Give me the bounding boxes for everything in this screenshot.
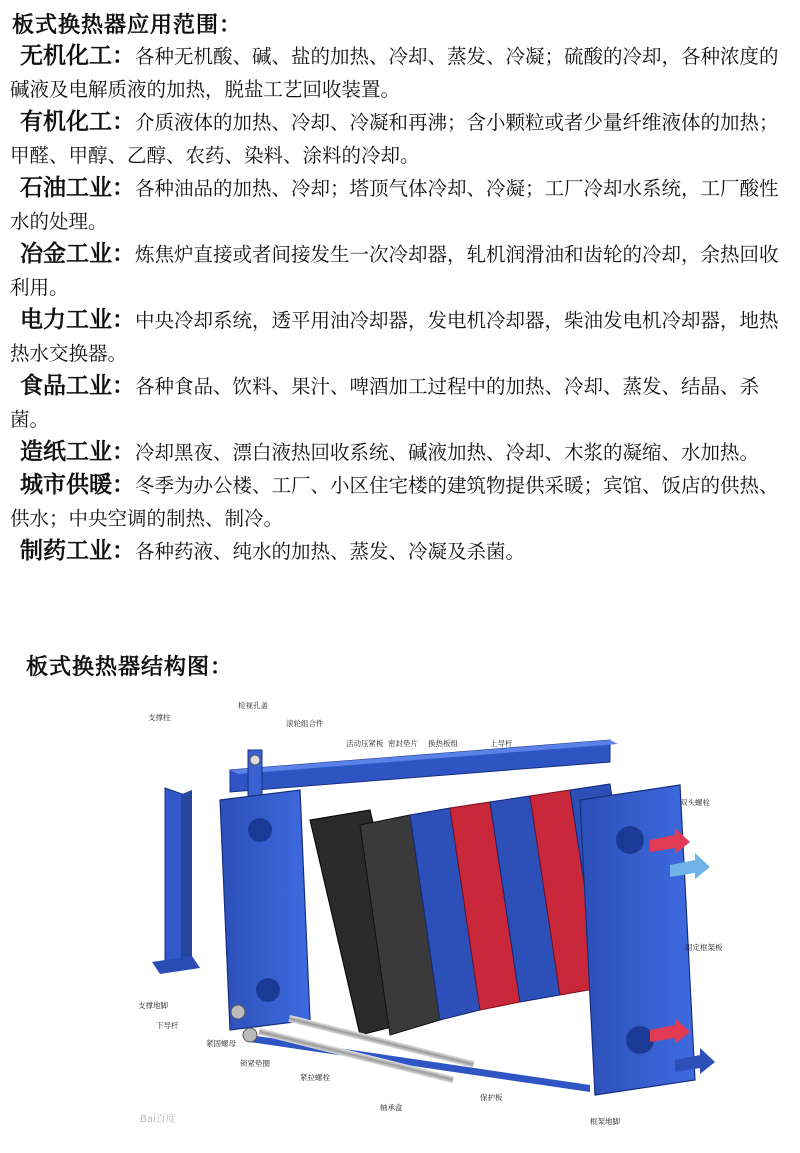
upper-guide-bar	[230, 740, 618, 792]
label-sight-hole-cover: 检视孔盖	[238, 701, 268, 710]
application-item	[10, 436, 792, 469]
category-label: 造纸工业：	[20, 439, 135, 465]
application-item	[10, 304, 792, 370]
category-label: 电力工业：	[20, 307, 135, 333]
label-double-bolt: 双头螺栓	[680, 798, 710, 807]
label-frame-foot: 框架地脚	[590, 1117, 620, 1126]
category-text: 冬季为办公楼、工厂、小区住宅楼的建筑物提供采暖；宾馆、饭店的供热、供水；中央空调的制热、制冷。	[10, 474, 779, 530]
label-nut: 紧固螺母	[206, 1039, 236, 1048]
application-item	[10, 172, 792, 238]
label-heat-plate: 换热板组	[428, 739, 458, 748]
category-label: 有机化工：	[20, 109, 135, 135]
application-list	[10, 40, 792, 568]
category-text: 冷却黑夜、漂白液热回收系统、碱液加热、冷却、木浆的凝缩、水加热。	[135, 441, 760, 464]
heat-exchanger-diagram	[110, 690, 790, 1130]
category-label: 食品工业：	[20, 373, 135, 399]
label-movable-plate: 活动压紧板	[346, 739, 384, 748]
label-tie-bolt: 紧拉螺栓	[300, 1073, 330, 1082]
application-item	[10, 40, 792, 106]
roller-icon	[250, 755, 260, 765]
category-text: 中央冷却系统，透平用油冷却器，发电机冷却器，柴油发电机冷却器，地热热水交换器。	[10, 309, 779, 365]
label-support-foot: 支撑地脚	[138, 1001, 168, 1010]
label-bearing-box: 轴承盒	[380, 1103, 403, 1112]
category-text: 炼焦炉直接或者间接发生一次冷却器，轧机润滑油和齿轮的冷却，余热回收利用。	[10, 243, 779, 299]
category-label: 城市供暖：	[20, 472, 135, 498]
diagram-title: 板式换热器结构图：	[26, 655, 234, 680]
category-text: 介质液体的加热、冷却、冷凝和再沸；含小颗粒或者少量纤维液体的加热；甲醛、甲醇、乙醇、农药、染料、涂料的冷却。	[10, 111, 779, 167]
application-item	[10, 469, 792, 535]
label-support-column: 支撑柱	[148, 713, 171, 722]
category-text: 各种无机酸、碱、盐的加热、冷却、蒸发、冷凝；硫酸的冷却，各种浓度的碱液及电解质液的加热，脱盐工艺回收装置。	[10, 45, 779, 101]
category-label: 冶金工业：	[20, 241, 135, 267]
category-text: 各种食品、饮料、果汁、啤酒加工过程中的加热、冷却、蒸发、结晶、杀菌。	[10, 375, 760, 431]
label-fixed-frame: 固定框架板	[685, 943, 723, 952]
application-item	[10, 238, 792, 304]
application-item	[10, 535, 792, 568]
label-upper-bar: 上导杆	[490, 739, 513, 748]
label-gasket: 密封垫片	[388, 739, 418, 748]
category-text: 各种药液、纯水的加热、蒸发、冷凝及杀菌。	[135, 540, 526, 563]
support-column	[152, 788, 200, 974]
category-label: 制药工业：	[20, 538, 135, 564]
category-label: 石油工业：	[20, 175, 135, 201]
application-item	[10, 106, 792, 172]
label-washer: 锁紧垫圈	[240, 1059, 270, 1068]
page-title: 板式换热器应用范围：	[12, 13, 243, 38]
watermark: Bai百度	[140, 1114, 176, 1125]
label-lower-bar: 下导杆	[156, 1021, 179, 1030]
category-text: 各种油品的加热、冷却；塔顶气体冷却、冷凝；工厂冷却水系统，工厂酸性水的处理。	[10, 177, 779, 233]
label-roller-assembly: 滚轮组合件	[286, 719, 324, 728]
application-item	[10, 370, 792, 436]
label-guard-plate: 保护板	[480, 1093, 503, 1102]
movable-pressure-plate	[220, 790, 310, 1030]
category-label: 无机化工：	[20, 43, 135, 69]
